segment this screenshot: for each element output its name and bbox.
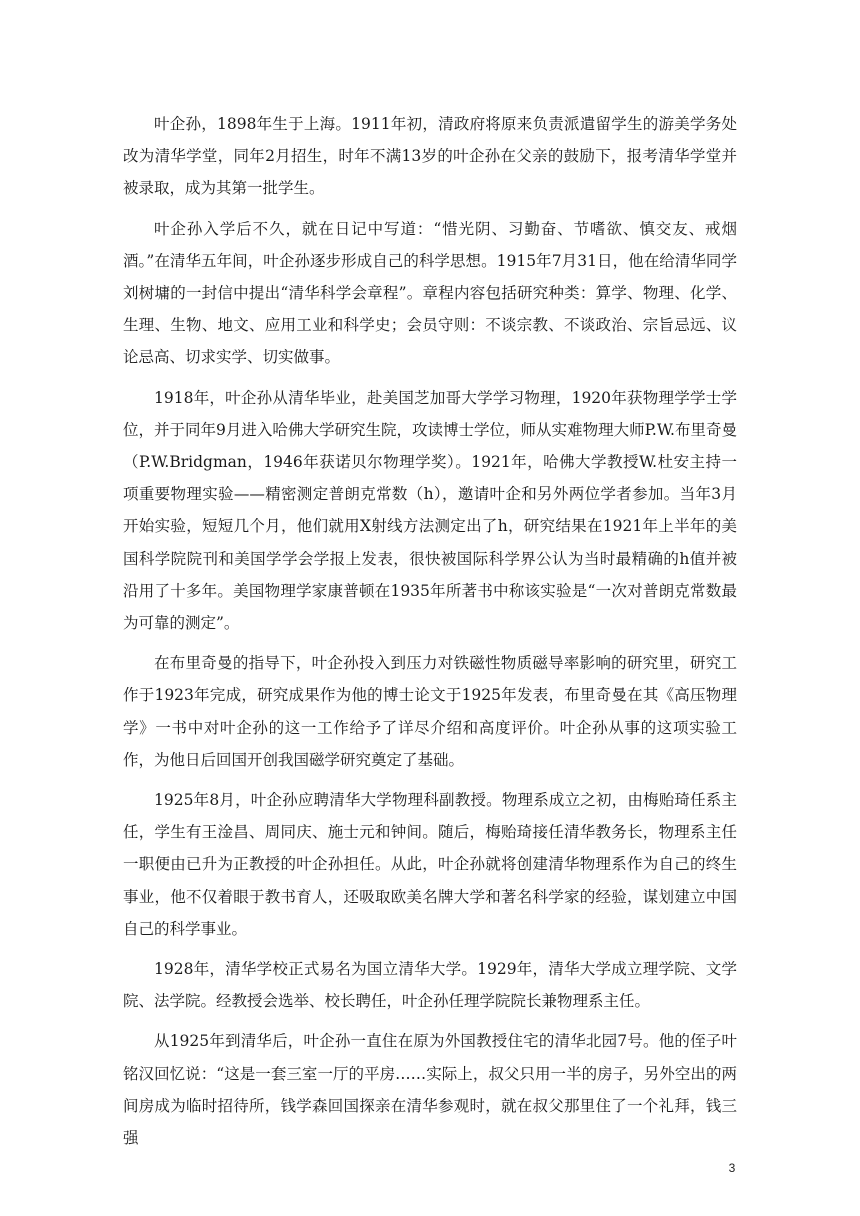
paragraph-1: 叶企孙，1898年生于上海。1911年初，清政府将原来负责派遣留学生的游美学务处改为清华学堂，同年2月招生，时年不满13岁的叶企孙在父亲的鼓励下，报考清华学堂并被录取，成为其第一批学生。 [123,115,737,198]
body-text [123,108,737,1162]
paragraph-3: 1918年，叶企孙从清华毕业，赴美国芝加哥大学学习物理，1920年获物理学学士学位，并于同年9月进入哈佛大学研究生院，攻读博士学位，师从实难物理大师P.W.布里奇曼（P.W.Bridgman，1946年获诺贝尔物理学奖）。1921年，哈佛大学教授W.杜安主持一项重要物理实验——精密测定普朗克常数（h），邀请叶企和另外两位学者参加。当年3月开始实验，短短几个月，他们就用X射线方法测定出了h，研究结果在1921年上半年的美国科学院院刊和美国学学会学报上发表，很快被国际科学界公认为当时最精确的h值并被沿用了十多年。美国物理学家康普顿在1935年所著书中称该实验是“一次对普朗克常数最为可靠的测定”。 [123,388,737,633]
paragraph-6: 1928年，清华学校正式易名为国立清华大学。1929年，清华大学成立理学院、文学院、法学院。经教授会选举、校长聘任，叶企孙任理学院院长兼物理系主任。 [123,960,737,1011]
paragraph-4: 在布里奇曼的指导下，叶企孙投入到压力对铁磁性物质磁导率影响的研究里，研究工作于1923年完成，研究成果作为他的博士论文于1925年发表，布里奇曼在其《高压物理学》一书中对叶企孙的这一工作给予了详尽介绍和高度评价。叶企孙从事的这项实验工作，为他日后回国开创我国磁学研究奠定了基础。 [123,654,737,769]
paragraph-5: 1925年8月，叶企孙应聘清华大学物理科副教授。物理系成立之初，由梅贻琦任系主任，学生有王淦昌、周同庆、施士元和钟间。随后，梅贻琦接任清华教务长，物理系主任一职便由已升为正教授的叶企孙担任。从此，叶企孙就将创建清华物理系作为自己的终生事业，他不仅着眼于教书育人，还吸取欧美名牌大学和著名科学家的经验，谋划建立中国自己的科学事业。 [123,791,737,938]
paragraph-7: 从1925年到清华后，叶企孙一直住在原为外国教授住宅的清华北园7号。他的侄子叶铭汉回忆说：“这是一套三室一厅的平房……实际上，叔父只用一半的房子，另外空出的两间房成为临时招待所，钱学森回国探亲在清华参观时，就在叔父那里住了一个礼拜，钱三强 [123,1032,737,1148]
paragraph-2: 叶企孙入学后不久，就在日记中写道：“惜光阴、习勤奋、节嗜欲、慎交友、戒烟酒。”在清华五年间，叶企孙逐步形成自己的科学思想。1915年7月31日，他在给清华同学刘树墉的一封信中提出“清华科学会章程”。章程内容包括研究种类：算学、物理、化学、生理、生物、地文、应用工业和科学史；会员守则：不谈宗教、不谈政治、宗旨忌远、议论忌高、切求实学、切实做事。 [123,219,737,367]
page-number: 3 [728,1161,736,1175]
